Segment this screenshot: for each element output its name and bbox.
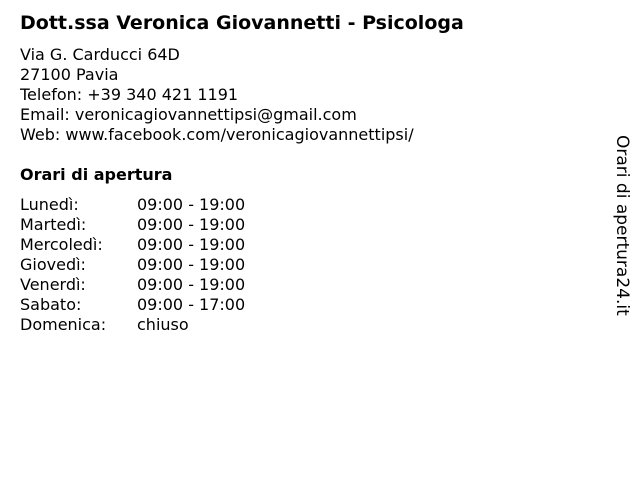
hours-row	[20, 255, 600, 275]
hours-row	[20, 235, 600, 255]
business-title: Dott.ssa Veronica Giovannetti - Psicologa	[20, 12, 464, 34]
hours-day: Lunedì:	[20, 195, 79, 214]
hours-day: Mercoledì:	[20, 235, 103, 254]
street-address: Via G. Carducci 64D	[20, 45, 180, 64]
city-address: 27100 Pavia	[20, 65, 119, 84]
business-card	[20, 10, 600, 335]
address-block	[20, 45, 600, 145]
hours-day: Giovedì:	[20, 255, 86, 274]
hours-day: Martedì:	[20, 215, 87, 234]
hours-day: Venerdì:	[20, 275, 86, 294]
hours-time: 09:00 - 19:00	[137, 215, 246, 234]
hours-time: chiuso	[137, 315, 189, 334]
hours-time: 09:00 - 19:00	[137, 255, 246, 274]
site-watermark: Orari di apertura24.it	[612, 135, 632, 316]
hours-row	[20, 295, 600, 315]
web-line: Web: www.facebook.com/veronicagiovannettipsi/	[20, 125, 414, 144]
hours-time: 09:00 - 19:00	[137, 235, 246, 254]
hours-day: Sabato:	[20, 295, 82, 314]
hours-time: 09:00 - 19:00	[137, 195, 246, 214]
phone-line: Telefon: +39 340 421 1191	[20, 85, 239, 104]
hours-row	[20, 215, 600, 235]
hours-table	[20, 195, 600, 335]
hours-row	[20, 195, 600, 215]
hours-heading: Orari di apertura	[20, 165, 173, 184]
hours-time: 09:00 - 19:00	[137, 275, 246, 294]
hours-row	[20, 315, 600, 335]
hours-row	[20, 275, 600, 295]
hours-time: 09:00 - 17:00	[137, 295, 246, 314]
email-line: Email: veronicagiovannettipsi@gmail.com	[20, 105, 357, 124]
hours-day: Domenica:	[20, 315, 107, 334]
